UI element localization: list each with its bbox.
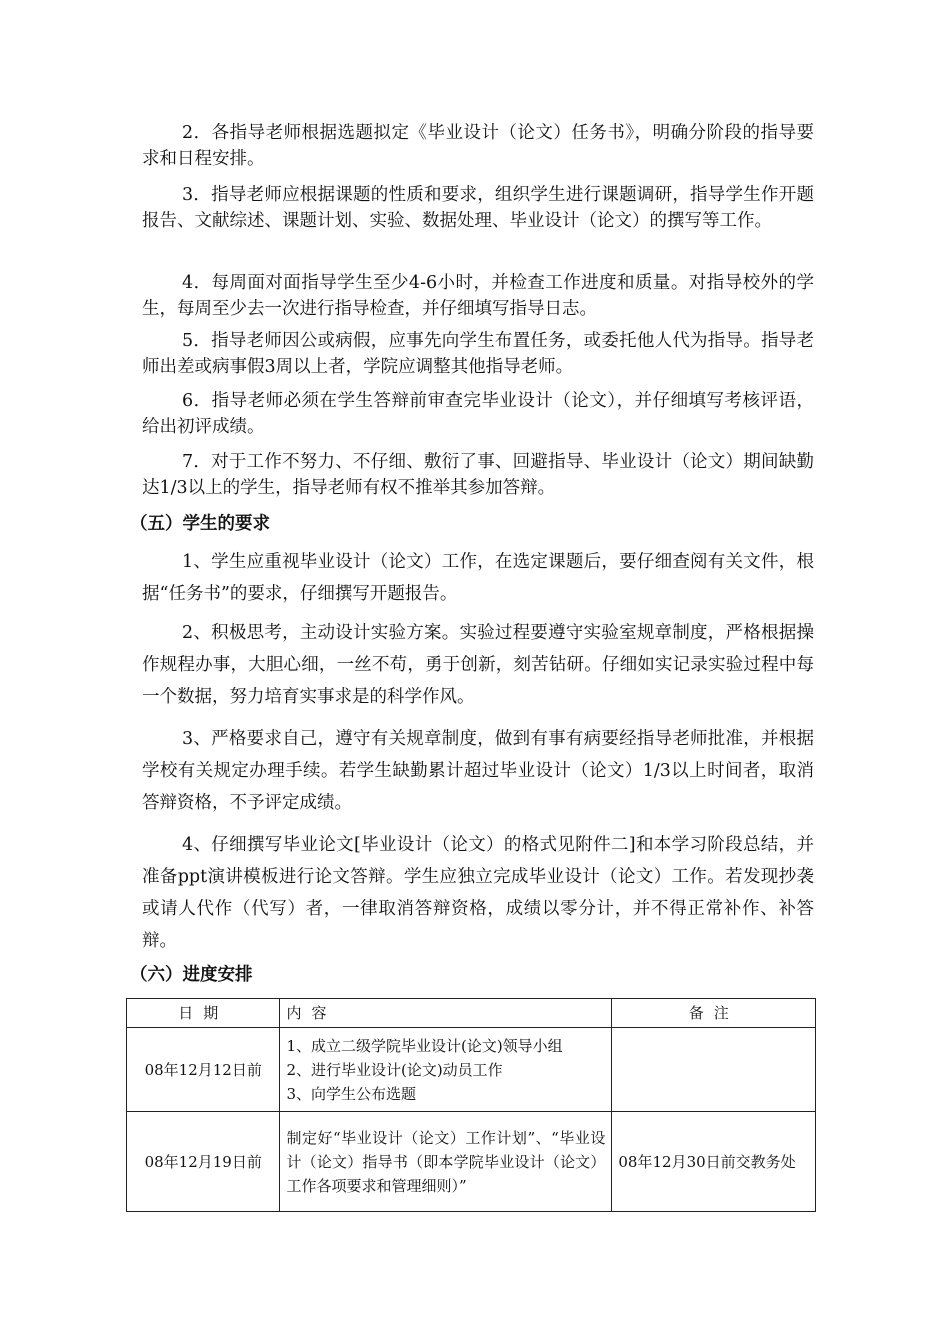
teacher-item-6: 6．指导老师必须在学生答辩前审查完毕业设计（论文），并仔细填写考核评语，给出初评成绩。: [142, 391, 814, 437]
row1-content: [280, 1028, 612, 1112]
teacher-item-3: 3．指导老师应根据课题的性质和要求，组织学生进行课题调研，指导学生作开题报告、文献综述、课题计划、实验、数据处理、毕业设计（论文）的撰写等工作。: [142, 185, 814, 231]
teacher-item-2: 2．各指导老师根据选题拟定《毕业设计（论文）任务书》，明确分阶段的指导要求和日程安排。: [142, 123, 814, 169]
teacher-item-4: 4．每周面对面指导学生至少4-6小时，并检查工作进度和质量。对指导校外的学生，每周至少去一次进行指导检查，并仔细填写指导日志。: [142, 273, 814, 319]
schedule-table: [126, 998, 816, 1212]
row1-date: 08年12月12日前: [127, 1028, 280, 1112]
table-row: [127, 1028, 816, 1112]
row2-note: 08年12月30日前交教务处: [612, 1112, 816, 1212]
header-content: 内容: [280, 999, 612, 1028]
section6-heading: （六）进度安排: [130, 965, 253, 985]
row1-content-line: 3、向学生公布选题: [286, 1084, 416, 1103]
teacher-item-5: 5．指导老师因公或病假，应事先向学生布置任务，或委托他人代为指导。指导老师出差或病事假3周以上者，学院应调整其他指导老师。: [142, 331, 814, 377]
row2-content: [280, 1112, 612, 1212]
teacher-item-7: 7．对于工作不努力、不仔细、敷衍了事、回避指导、毕业设计（论文）期间缺勤达1/3以上的学生，指导老师有权不推举其参加答辩。: [142, 452, 814, 498]
section5-heading: （五）学生的要求: [130, 514, 270, 534]
table-row: [127, 1112, 816, 1212]
student-item-2: 2、积极思考，主动设计实验方案。实验过程要遵守实验室规章制度，严格根据操作规程办事，大胆心细，一丝不苟，勇于创新，刻苦钻研。仔细如实记录实验过程中每一个数据，努力培育实事求是的科学作风。: [142, 623, 814, 707]
student-item-3: 3、严格要求自己，遵守有关规章制度，做到有事有病要经指导老师批准，并根据学校有关规定办理手续。若学生缺勤累计超过毕业设计（论文）1/3以上时间者，取消答辩资格，不予评定成绩。: [142, 729, 814, 813]
student-item-1: 1、学生应重视毕业设计（论文）工作，在选定课题后，要仔细查阅有关文件，根据“任务书”的要求，仔细撰写开题报告。: [142, 552, 814, 604]
row1-note: [612, 1028, 816, 1112]
header-date: 日期: [127, 999, 280, 1028]
table-header-row: [127, 999, 816, 1028]
student-item-4: 4、仔细撰写毕业论文[毕业设计（论文）的格式见附件二]和本学习阶段总结，并准备ppt演讲模板进行论文答辩。学生应独立完成毕业设计（论文）工作。若发现抄袭或请人代作（代写）者，一律取消答辩资格，成绩以零分计，并不得正常补作、补答辩。: [142, 835, 814, 951]
header-note: 备注: [612, 999, 816, 1028]
row1-content-line: 2、进行毕业设计(论文)动员工作: [286, 1060, 503, 1079]
row1-content-line: 1、成立二级学院毕业设计(论文)领导小组: [286, 1036, 563, 1055]
row2-content-line: 制定好“毕业设计（论文）工作计划”、“毕业设计（论文）指导书（即本学院毕业设计（论文）工作各项要求和管理细则）”: [286, 1128, 606, 1195]
row2-date: 08年12月19日前: [127, 1112, 280, 1212]
